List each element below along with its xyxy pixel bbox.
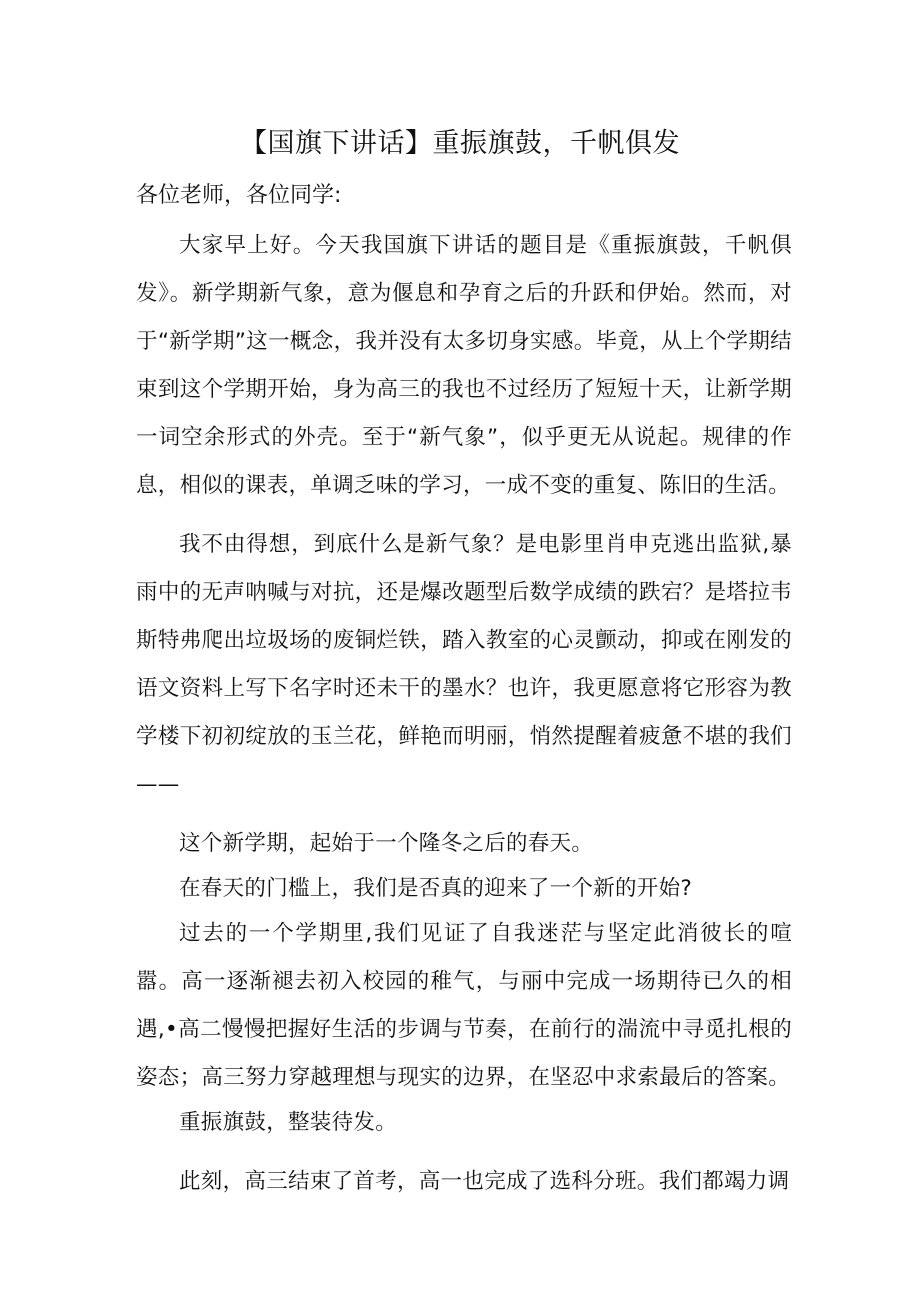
paragraph-question: 在春天的门槛上，我们是否真的迎来了一个新的开始? (179, 876, 693, 901)
paragraph-now: 此刻，高三结束了首考，高一也完成了选科分班。我们都竭力调 (179, 1169, 790, 1194)
document-title: 【国旗下讲话】重振旗鼓，千帆俱发 (240, 128, 680, 159)
paragraph-spring: 这个新学期，起始于一个隆冬之后的春天。 (179, 831, 594, 856)
salutation: 各位老师，各位同学: (136, 183, 342, 208)
paragraph-greeting: 大家早上好。今天我国旗下讲话的题目是《重振旗鼓，千帆俱发》。新学期新气象，意为偃息和孕育之后的升跃和伊始。然而，对于“新学期”这一概念，我并没有太多切身实感。毕竟，从上个学期结束到这个学期开始，身为高三的我也不过经历了短短十天，让新学期一词空余形式的外壳。至于“新气象”，似乎更无从说起。规律的作息，相似的课表，单调乏味的学习，一成不变的重复、陈旧的生活。 (136, 233, 792, 498)
document-body (136, 222, 792, 1206)
paragraph-new-atmosphere: 我不由得想，到底什么是新气象？是电影里肖申克逃出监狱,暴雨中的无声呐喊与对抗，还是爆改题型后数学成绩的跌宕？是塔拉韦斯特弗爬出垃圾场的废铜烂铁，踏入教室的心灵颤动，抑或在刚发的语文资料上写下名字时还未干的墨水？也许，我更愿意将它形容为教学楼下初初绽放的玉兰花，鲜艳而明丽，悄然提醒着疲惫不堪的我们—— (136, 532, 792, 797)
paragraph-past-semester: 过去的一个学期里,我们见证了自我迷茫与坚定此消彼长的喧嚣。高一逐渐褪去初入校园的稚气，与丽中完成一场期待已久的相遇,•高二慢慢把握好生活的步调与节奏，在前行的湍流中寻觅扎根的姿态；高三努力穿越理想与现实的边界，在坚忍中求索最后的答案。 (136, 921, 792, 1090)
paragraph-regroup: 重振旗鼓，整装待发。 (179, 1110, 398, 1135)
